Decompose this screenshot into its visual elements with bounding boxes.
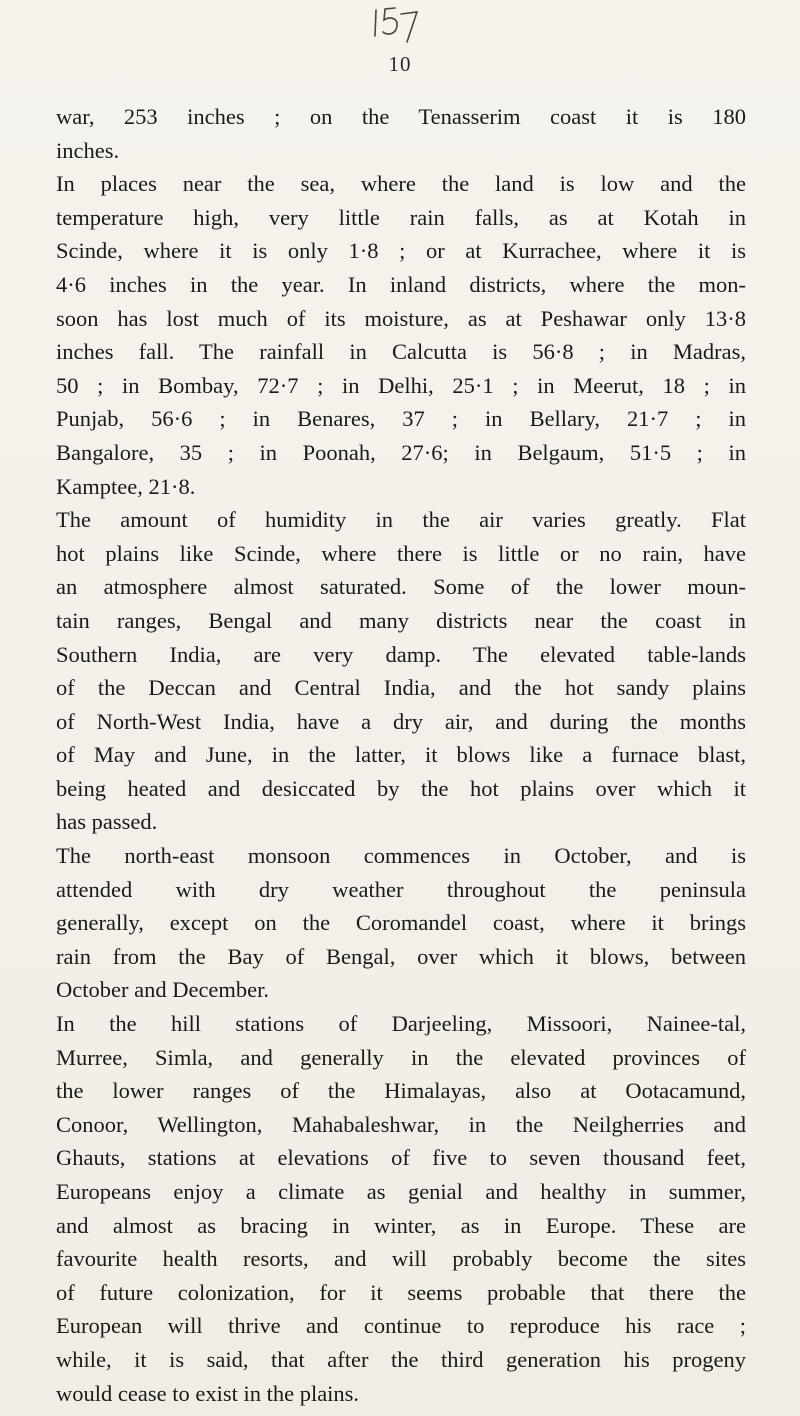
text-line: 50 ; in Bombay, 72·7 ; in Delhi, 25·1 ; in Meerut, 18 ; in <box>56 372 746 398</box>
text-line: generally, except on the Coromandel coast, where it brings <box>56 910 746 936</box>
text-line: European will thrive and continue to reproduce his race ; <box>56 1313 746 1339</box>
text-line: rain from the Bay of Bengal, over which it blows, between <box>56 943 746 969</box>
text-line: Conoor, Wellington, Mahabaleshwar, in the Neilgherries and <box>56 1111 746 1137</box>
text-line: while, it is said, that after the third generation his progeny <box>56 1346 746 1372</box>
text-line: of the Deccan and Central India, and the hot sandy plains <box>56 675 746 701</box>
text-line: The north-east monsoon commences in October, and is <box>56 843 746 869</box>
text-line: Europeans enjoy a climate as genial and healthy in summer, <box>56 1179 746 1204</box>
text-line: favourite health resorts, and will probably become the sites <box>56 1246 746 1272</box>
text-line: of North-West India, have a dry air, and during the months <box>56 708 746 734</box>
text-line: of future colonization, for it seems probable that there the <box>56 1279 746 1305</box>
text-line: 4·6 inches in the year. In inland districts, where the mon- <box>56 271 746 297</box>
text-line: In places near the sea, where the land is low and the <box>56 171 746 197</box>
text-line: an atmosphere almost saturated. Some of the lower moun- <box>56 574 746 600</box>
text-line: has passed. <box>56 809 158 835</box>
text-line: would cease to exist in the plains. <box>56 1380 360 1406</box>
text-line: inches. <box>56 137 120 163</box>
text-line: attended with dry weather throughout the peninsula <box>56 876 746 902</box>
text-line: hot plains like Scinde, where there is little or no rain, have <box>56 540 746 566</box>
page-number: 10 <box>388 52 412 76</box>
text-line: Ghauts, stations at elevations of five to seven thousand feet, <box>56 1145 746 1171</box>
text-line: tain ranges, Bengal and many districts near the coast in <box>56 607 746 633</box>
text-line: Punjab, 56·6 ; in Benares, 37 ; in Bellary, 21·7 ; in <box>56 406 746 432</box>
text-line: and almost as bracing in winter, as in Europe. These are <box>56 1212 746 1238</box>
text-line: The amount of humidity in the air varies greatly. Flat <box>56 507 746 533</box>
handwritten-page-mark <box>368 2 428 48</box>
text-line: In the hill stations of Darjeeling, Missoori, Nainee-tal, <box>56 1011 746 1037</box>
text-line: soon has lost much of its moisture, as at Peshawar only 13·8 <box>56 305 746 331</box>
text-line: temperature high, very little rain falls, as at Kotah in <box>56 204 746 230</box>
text-line: being heated and desiccated by the hot plains over which it <box>56 775 746 801</box>
text-line: October and December. <box>56 977 270 1003</box>
text-line: inches fall. The rainfall in Calcutta is 56·8 ; in Madras, <box>56 339 746 365</box>
body-text <box>56 100 746 1410</box>
text-line: Scinde, where it is only 1·8 ; or at Kurrachee, where it is <box>56 238 746 264</box>
text-line: Bangalore, 35 ; in Poonah, 27·6; in Belgaum, 51·5 ; in <box>56 439 746 465</box>
text-line: the lower ranges of the Himalayas, also at Ootacamund, <box>56 1078 746 1104</box>
text-line: of May and June, in the latter, it blows like a furnace blast, <box>56 742 746 768</box>
text-line: Southern India, are very damp. The elevated table-lands <box>56 641 746 667</box>
text-line: Murree, Simla, and generally in the elevated provinces of <box>56 1044 746 1070</box>
text-line: Kamptee, 21·8. <box>56 473 196 499</box>
text-line: war, 253 inches ; on the Tenasserim coast it is 180 <box>56 104 746 129</box>
